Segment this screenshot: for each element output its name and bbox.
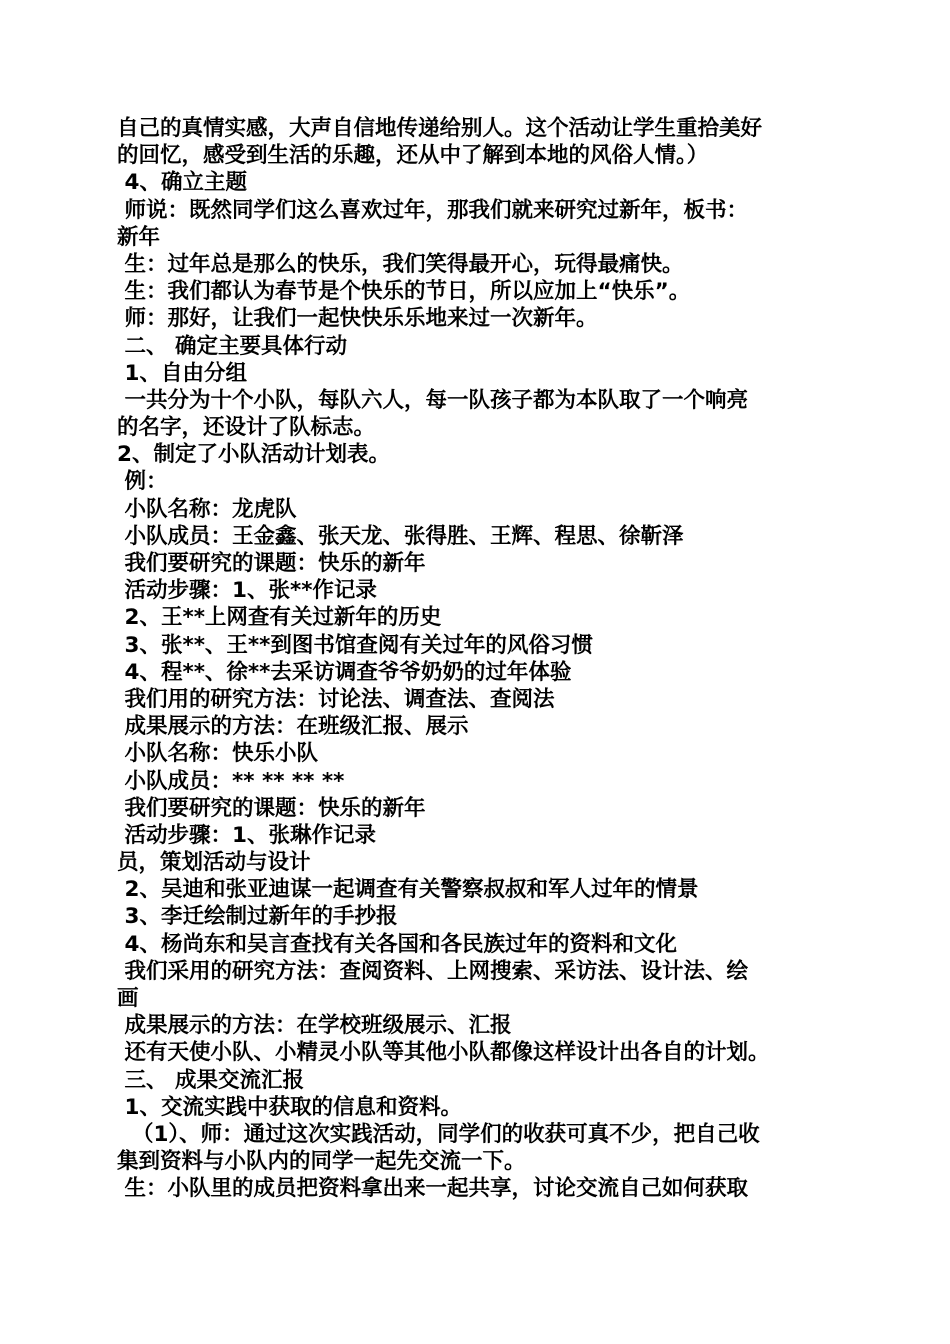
text-line: 画: [117, 986, 139, 1011]
text-line: 师说：既然同学们这么喜欢过年，那我们就来研究过新年，板书：: [117, 197, 748, 223]
text-line: 还有天使小队、小精灵小队等其他小队都像这样设计出各自的计划。: [117, 1040, 770, 1066]
text-line: 3、张**、王**到图书馆查阅有关过年的风俗习惯: [117, 632, 593, 658]
text-line: 成果展示的方法：在班级汇报、展示: [117, 714, 469, 740]
text-line: 我们要研究的课题：快乐的新年: [117, 551, 426, 576]
text-line: 小队成员：** ** ** **: [117, 768, 345, 794]
text-line: 小队名称：龙虎队: [117, 496, 297, 522]
text-line: 我们用的研究方法：讨论法、调查法、查阅法: [117, 686, 555, 712]
text-line: 的名字，还设计了队标志。: [117, 415, 376, 441]
text-line: 我们采用的研究方法：查阅资料、上网搜索、采访法、设计法、绘: [117, 958, 748, 984]
text-line: 生：过年总是那么的快乐，我们笑得最开心，玩得最痛快。: [117, 251, 684, 277]
text-line: 生：我们都认为春节是个快乐的节日，所以应加上“快乐”。: [117, 279, 691, 305]
text-line: 新年: [117, 224, 161, 250]
text-line: （1）、师：通过这次实践活动，同学们的收获可真不少，把自己收: [117, 1121, 760, 1147]
text-line: 2、吴迪和张亚迪谋一起调查有关警察叔叔和军人过年的情景: [117, 877, 699, 903]
text-line: 4、杨尚东和吴言查找有关各国和各民族过年的资料和文化: [117, 931, 677, 957]
text-line: 员，策划活动与设计: [117, 850, 311, 876]
text-line: 一共分为十个小队，每队六人，每一队孩子都为本队取了一个响亮: [117, 387, 748, 413]
text-line: 1、自由分组: [117, 360, 247, 386]
text-line: 2、制定了小队活动计划表。: [117, 442, 390, 468]
text-line: 我们要研究的课题：快乐的新年: [117, 795, 426, 821]
text-line: 小队成员：王金鑫、张天龙、张得胜、王辉、程思、徐靳泽: [117, 523, 684, 549]
text-line: 二、 确定主要具体行动: [117, 333, 347, 359]
text-line: 小队名称：快乐小队: [117, 741, 318, 767]
text-line: 师：那好，让我们一起快快乐乐地来过一次新年。: [117, 306, 598, 332]
text-line: 例：: [117, 469, 168, 495]
text-line: 1、交流实践中获取的信息和资料。: [117, 1094, 462, 1120]
text-line: 3、李迁绘制过新年的手抄报: [117, 904, 398, 930]
text-line: 自己的真情实感，大声自信地传递给别人。这个活动让学生重拾美好: [117, 116, 763, 141]
text-line: 4、程**、徐**去采访调查爷爷奶奶的过年体验: [117, 659, 572, 685]
text-line: 三、 成果交流汇报: [117, 1067, 304, 1093]
document-body: [117, 115, 837, 1203]
text-line: 活动步骤：1、张**作记录: [117, 578, 377, 604]
text-line: 集到资料与小队内的同学一起先交流一下。: [117, 1149, 526, 1175]
text-line: 4、确立主题: [117, 170, 247, 196]
text-line: 生：小队里的成员把资料拿出来一起共享，讨论交流自己如何获取: [117, 1176, 748, 1202]
text-line: 2、王**上网查有关过新年的历史: [117, 605, 442, 631]
text-line: 活动步骤：1、张琳作记录: [117, 822, 376, 848]
text-line: 成果展示的方法：在学校班级展示、汇报: [117, 1013, 512, 1039]
text-line: 的回忆，感受到生活的乐趣，还从中了解到本地的风俗人情。）: [117, 143, 709, 169]
